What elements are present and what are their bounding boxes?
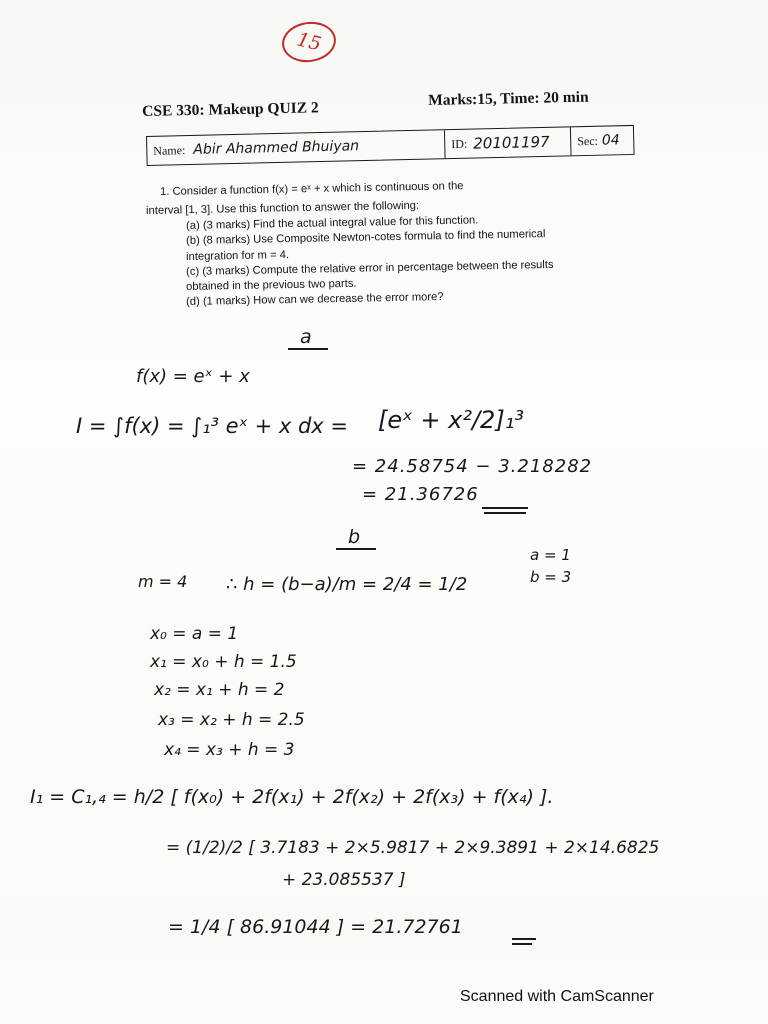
question-part-b: (b) (8 marks) Use Composite Newton-cotes formula to find the numerical [186, 228, 546, 247]
answer-b-underline [336, 548, 376, 550]
camscanner-watermark: Scanned with CamScanner [460, 988, 654, 1005]
answer-a-function: f(x) = eˣ + x [136, 366, 250, 387]
marks-time: Marks:15, Time: 20 min [428, 88, 589, 109]
numerical-result: = 1/4 [ 86.91044 ] = 21.72761 [168, 916, 463, 938]
answer-a-step-1: = 24.58754 − 3.218282 [352, 456, 593, 477]
question-part-d: (d) (1 marks) How can we decrease the error more? [186, 291, 444, 308]
answer-a-result-underline-2 [484, 512, 526, 514]
sec-label: Sec: [577, 133, 599, 148]
node-x1: x₁ = x₀ + h = 1.5 [150, 652, 297, 672]
sec-value: 04 [601, 132, 620, 149]
substitution-line-1: = (1/2)/2 [ 3.7183 + 2×5.9817 + 2×9.3891 + 2×14.6825 [166, 838, 660, 858]
name-label: Name: [153, 142, 186, 158]
question-part-a: (a) (3 marks) Find the actual integral value for this function. [186, 214, 479, 232]
step-size-h: ∴ h = (b−a)/m = 2/4 = 1/2 [226, 574, 468, 595]
answer-a-heading: a [300, 326, 312, 348]
answer-b-heading: b [348, 526, 361, 548]
name-cell [147, 130, 446, 165]
name-value: Abir Ahammed Bhuiyan [193, 138, 360, 158]
quiz-title: CSE 330: Makeup QUIZ 2 [142, 99, 319, 120]
answer-a-integral: I = ∫f(x) = ∫₁³ eˣ + x dx = [76, 414, 349, 438]
node-x3: x₃ = x₂ + h = 2.5 [158, 710, 305, 730]
question-line-1: 1. Consider a function f(x) = eˣ + x which is continuous on the [160, 180, 464, 198]
answer-a-antiderivative: [eˣ + x²/2]₁³ [378, 406, 524, 434]
result-underline-1 [512, 938, 536, 940]
node-x0: x₀ = a = 1 [150, 624, 239, 644]
segments-m: m = 4 [138, 572, 188, 591]
question-part-b-cont: integration for m = 4. [186, 249, 290, 263]
id-cell [445, 127, 572, 158]
answer-a-step-2: = 21.36726 [362, 484, 479, 505]
node-x2: x₂ = x₁ + h = 2 [154, 680, 285, 700]
question-line-2: interval [1, 3]. Use this function to answer the following: [146, 199, 420, 217]
result-underline-2 [512, 943, 532, 945]
sec-cell [571, 126, 634, 155]
answer-a-underline [288, 348, 328, 350]
limit-b: b = 3 [530, 568, 572, 586]
substitution-line-2: + 23.085537 ] [282, 870, 406, 890]
answer-a-result-underline-1 [482, 507, 528, 509]
limit-a: a = 1 [530, 546, 571, 564]
score-mark: 15 [294, 28, 324, 56]
id-value: 20101197 [473, 132, 550, 153]
node-x4: x₄ = x₃ + h = 3 [164, 740, 295, 760]
id-label: ID: [451, 136, 468, 151]
question-part-c: (c) (3 marks) Compute the relative error in percentage between the results [186, 258, 554, 278]
newton-cotes-formula: I₁ = C₁,₄ = h/2 [ f(x₀) + 2f(x₁) + 2f(x₂) + 2f(x₃) + f(x₄) ]. [30, 786, 554, 808]
question-part-c-cont: obtained in the previous two parts. [186, 277, 357, 293]
